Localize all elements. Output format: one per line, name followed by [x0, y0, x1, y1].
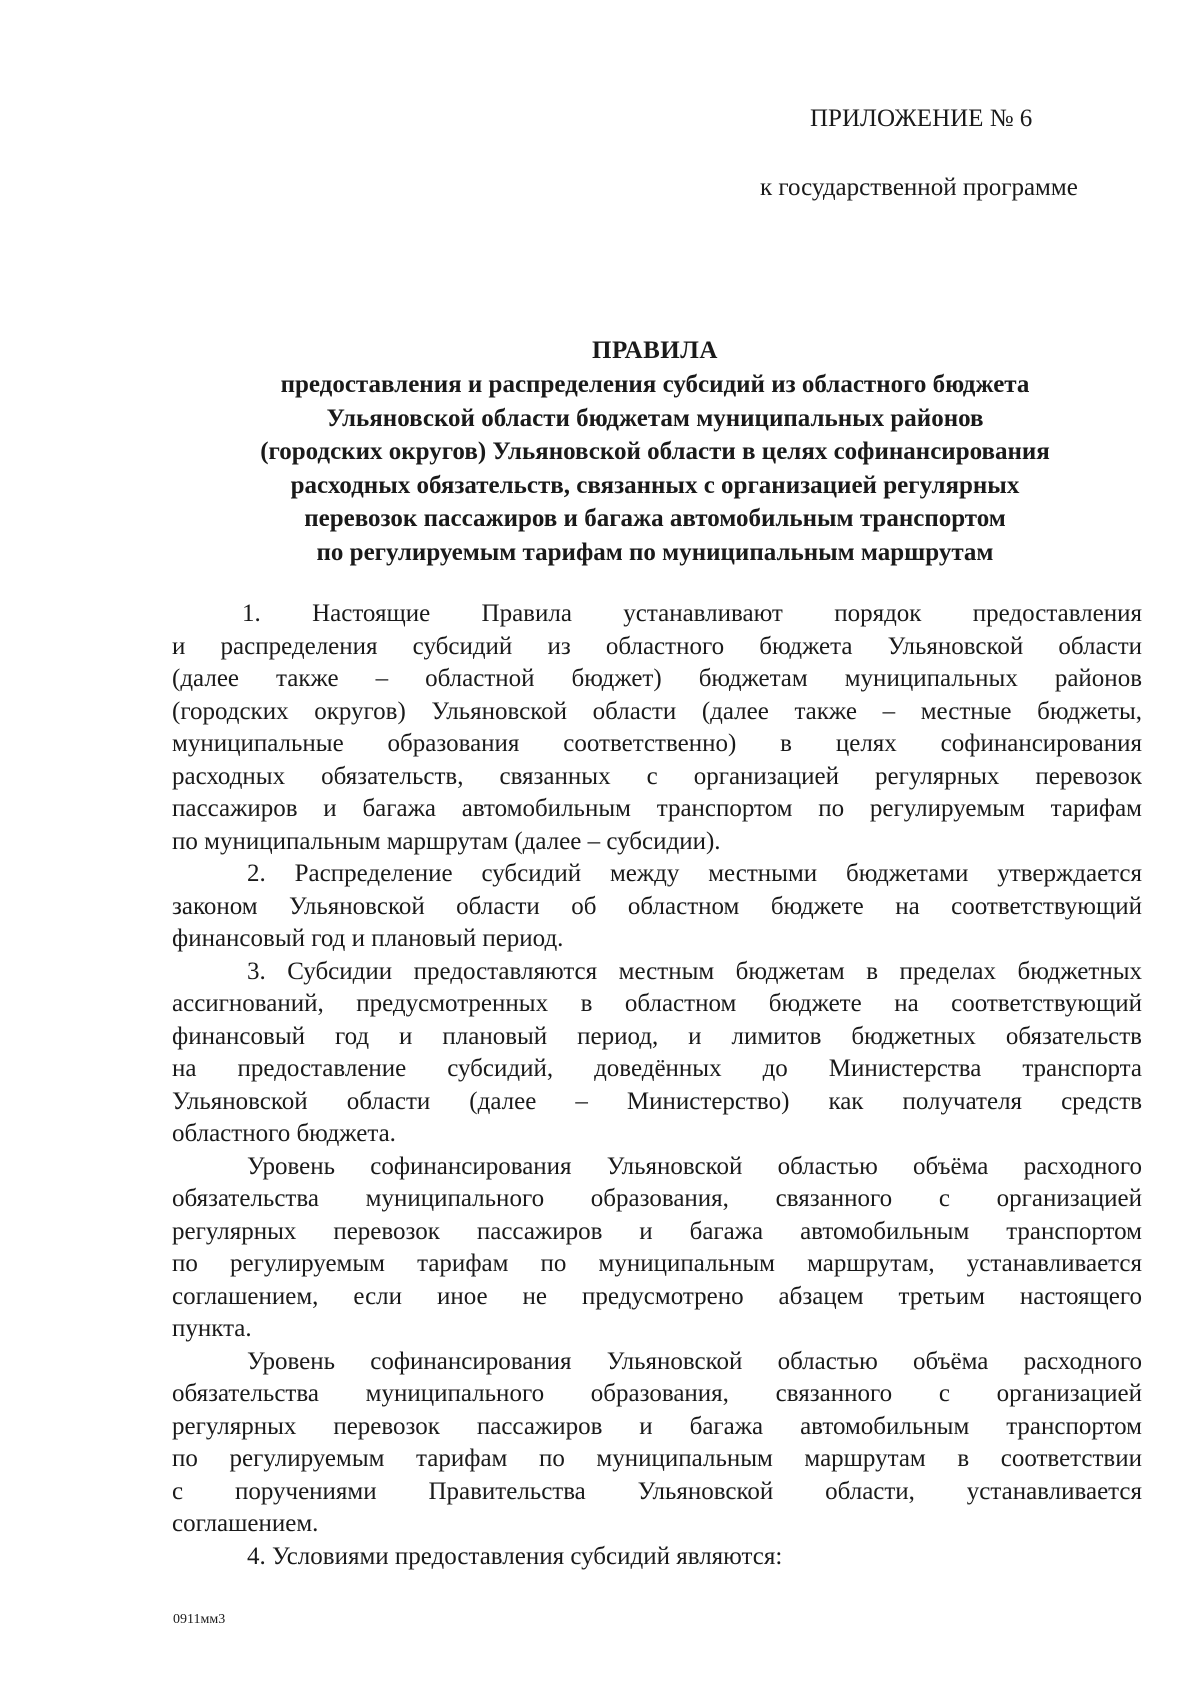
body-line: (городских округов) Ульяновской области (далее также – местные бюджеты, — [172, 697, 1142, 725]
body-line: соглашением, если иное не предусмотрено абзацем третьим настоящего — [172, 1282, 1142, 1310]
appendix-title: ПРИЛОЖЕНИЕ № 6 — [810, 105, 1033, 132]
body-line: расходных обязательств, связанных с организацией регулярных перевозок — [172, 762, 1142, 790]
body-line: муниципальные образования соответственно) в целях софинансирования — [172, 730, 1142, 757]
body-line: на предоставление субсидий, доведённых до Министерства транспорта — [172, 1055, 1142, 1082]
body-line: регулярных перевозок пассажиров и багажа автомобильным транспортом — [172, 1412, 1142, 1440]
body-line: законом Ульяновской области об областном бюджете на соответствующий — [172, 892, 1142, 920]
heading-line: перевозок пассажиров и багажа автомобильным транспортом — [304, 505, 1006, 532]
body-line: (далее также – областной бюджет) бюджетам муниципальных районов — [172, 665, 1142, 692]
body-line: 3. Субсидии предоставляются местным бюджетам в пределах бюджетных — [247, 957, 1142, 985]
heading-line: расходных обязательств, связанных с организацией регулярных — [290, 471, 1020, 499]
heading-line: предоставления и распределения субсидий из областного бюджета — [280, 371, 1030, 398]
body-line: обязательства муниципального образования, связанного с организацией — [172, 1185, 1142, 1212]
body-line: 4. Условиями предоставления субсидий являются: — [247, 1542, 783, 1570]
body-line: соглашением. — [172, 1510, 319, 1537]
body-line: финансовый год и плановый период. — [172, 925, 564, 952]
appendix-subtitle: к государственной программе — [760, 174, 1078, 201]
body-line: пассажиров и багажа автомобильным транспортом по регулируемым тарифам — [172, 795, 1142, 822]
body-line: 2. Распределение субсидий между местными бюджетами утверждается — [247, 860, 1142, 887]
body-line: Уровень софинансирования Ульяновской областью объёма расходного — [247, 1152, 1142, 1180]
footer-code: 0911мм3 — [173, 1612, 226, 1627]
body-line: с поручениями Правительства Ульяновской области, устанавливается — [172, 1477, 1142, 1505]
document-body — [172, 598, 1142, 1573]
body-line: Уровень софинансирования Ульяновской областью объёма расходного — [247, 1347, 1142, 1375]
body-line: по муниципальным маршрутам (далее – субсидии). — [172, 827, 721, 855]
body-line: областного бюджета. — [172, 1120, 396, 1147]
body-line: и распределения субсидий из областного бюджета Ульяновской области — [172, 632, 1142, 660]
heading-line: по регулируемым тарифам по муниципальным маршрутам — [316, 538, 994, 566]
body-line: по регулируемым тарифам по муниципальным маршрутам в соответствии — [172, 1445, 1142, 1472]
body-line: Ульяновской области (далее – Министерство) как получателя средств — [172, 1087, 1142, 1115]
heading-line: (городских округов) Ульяновской области в целях софинансирования — [260, 438, 1050, 465]
heading-line: Ульяновской области бюджетам муниципальных районов — [326, 404, 984, 432]
body-line: финансовый год и плановый период, и лимитов бюджетных обязательств — [172, 1022, 1142, 1050]
heading-title: ПРАВИЛА — [592, 337, 718, 364]
body-line: 1. Настоящие Правила устанавливают порядок предоставления — [242, 600, 1142, 627]
document-heading — [130, 334, 1180, 569]
body-line: регулярных перевозок пассажиров и багажа автомобильным транспортом — [172, 1217, 1142, 1245]
body-line: по регулируемым тарифам по муниципальным маршрутам, устанавливается — [172, 1250, 1142, 1277]
body-line: ассигнований, предусмотренных в областном бюджете на соответствующий — [172, 990, 1142, 1017]
body-line: обязательства муниципального образования, связанного с организацией — [172, 1380, 1142, 1407]
body-line: пункта. — [172, 1315, 252, 1342]
